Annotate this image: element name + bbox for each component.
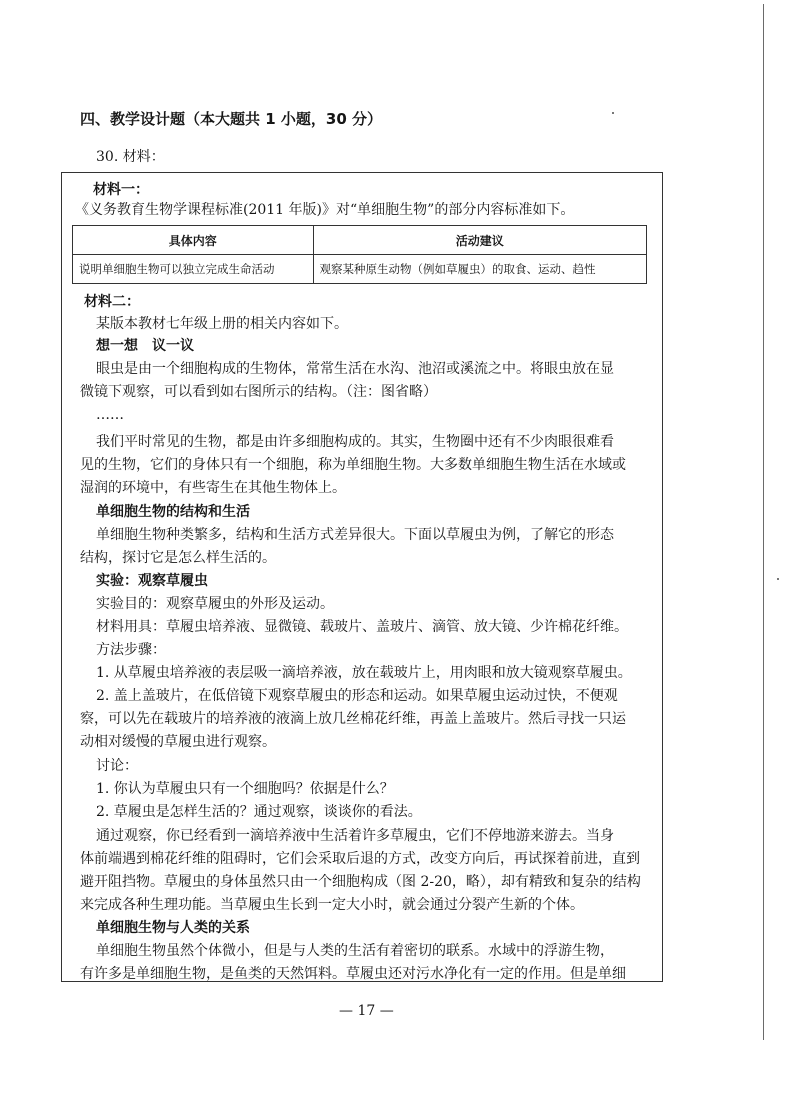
step-2-line-1: 2. 盖上盖玻片，在低倍镜下观察草履虫的形态和运动。如果草履虫运动过快，不便观: [96, 688, 618, 704]
think-title: 想一想 议一议: [96, 338, 194, 354]
discuss-title: 讨论：: [96, 758, 138, 774]
discuss-item-1: 1. 你认为草履虫只有一个细胞吗？依据是什么？: [96, 781, 394, 797]
experiment-purpose: 实验目的：观察草履虫的外形及运动。: [96, 596, 334, 612]
table-cell: 观察某种原生动物（例如草履虫）的取食、运动、趋性: [313, 255, 646, 284]
experiment-title: 实验：观察草履虫: [96, 573, 208, 589]
step-2-line-2: 察，可以先在载玻片的培养液的液滴上放几丝棉花纤维，再盖上盖玻片。然后寻找一只运: [80, 711, 626, 727]
page-number: — 17 —: [339, 1003, 394, 1019]
material1-title: 材料一：: [93, 182, 149, 198]
relation-section-title: 单细胞生物与人类的关系: [96, 920, 250, 936]
table-header-row: [73, 226, 647, 255]
steps-title: 方法步骤：: [96, 642, 166, 658]
para1-line-2: 见的生物，它们的身体只有一个细胞，称为单细胞生物。大多数单细胞生物生活在水域或: [80, 457, 626, 473]
step-2-line-3: 动相对缓慢的草履虫进行观察。: [80, 734, 276, 750]
content-standard-table: [72, 225, 647, 284]
table-header-cell: 活动建议: [313, 226, 646, 255]
experiment-materials: 材料用具：草履虫培养液、显微镜、载玻片、盖玻片、滴管、放大镜、少许棉花纤维。: [96, 619, 628, 635]
material2-intro: 某版本教材七年级上册的相关内容如下。: [96, 316, 348, 332]
table-header-cell: 具体内容: [73, 226, 314, 255]
para1-line-1: 我们平时常见的生物，都是由许多细胞构成的。其实，生物圈中还有不少肉眼很难看: [96, 434, 614, 450]
think-line-1: 眼虫是由一个细胞构成的生物体，常常生活在水沟、池沼或溪流之中。将眼虫放在显: [96, 361, 614, 377]
question-label: 30. 材料：: [96, 149, 165, 165]
section-heading: 四、教学设计题（本大题共 1 小题，30 分）: [80, 110, 382, 128]
para3-line-2: 体前端遇到棉花纤维的阻碍时，它们会采取后退的方式，改变方向后，再试探着前进，直到: [80, 851, 640, 867]
para3-line-3: 避开阻挡物。草履虫的身体虽然只由一个细胞构成（图 2-20，略），却有精致和复杂的结构: [80, 874, 641, 890]
table-cell: 说明单细胞生物可以独立完成生命活动: [73, 255, 314, 284]
think-line-2: 微镜下观察，可以看到如右图所示的结构。（注：图省略）: [80, 384, 437, 400]
material1-intro: 《义务教育生物学课程标准(2011 年版)》对“单细胞生物”的部分内容标准如下。: [75, 202, 575, 218]
para4-line-2: 有许多是单细胞生物，是鱼类的天然饵料。草履虫还对污水净化有一定的作用。但是单细: [80, 966, 626, 982]
scan-speck: [612, 112, 614, 114]
para3-line-4: 来完成各种生理功能。当草履虫生长到一定大小时，就会通过分裂产生新的个体。: [80, 897, 584, 913]
table-row: [73, 255, 647, 284]
para3-line-1: 通过观察，你已经看到一滴培养液中生活着许多草履虫，它们不停地游来游去。当身: [96, 828, 614, 844]
ellipsis: ……: [96, 407, 124, 423]
step-1: 1. 从草履虫培养液的表层吸一滴培养液，放在载玻片上，用肉眼和放大镜观察草履虫。: [96, 665, 632, 681]
para4-line-1: 单细胞生物虽然个体微小，但是与人类的生活有着密切的联系。水域中的浮游生物，: [96, 943, 614, 959]
material2-title: 材料二：: [84, 294, 140, 310]
para2-line-1: 单细胞生物种类繁多，结构和生活方式差异很大。下面以草履虫为例，了解它的形态: [96, 527, 614, 543]
para2-line-2: 结构，探讨它是怎么样生活的。: [80, 550, 276, 566]
scan-speck: [777, 578, 779, 580]
para1-line-3: 湿润的环境中，有些寄生在其他生物体上。: [80, 480, 346, 496]
structure-section-title: 单细胞生物的结构和生活: [96, 504, 250, 520]
discuss-item-2: 2. 草履虫是怎样生活的？通过观察，谈谈你的看法。: [96, 804, 422, 820]
page-edge-line: [763, 4, 764, 1040]
